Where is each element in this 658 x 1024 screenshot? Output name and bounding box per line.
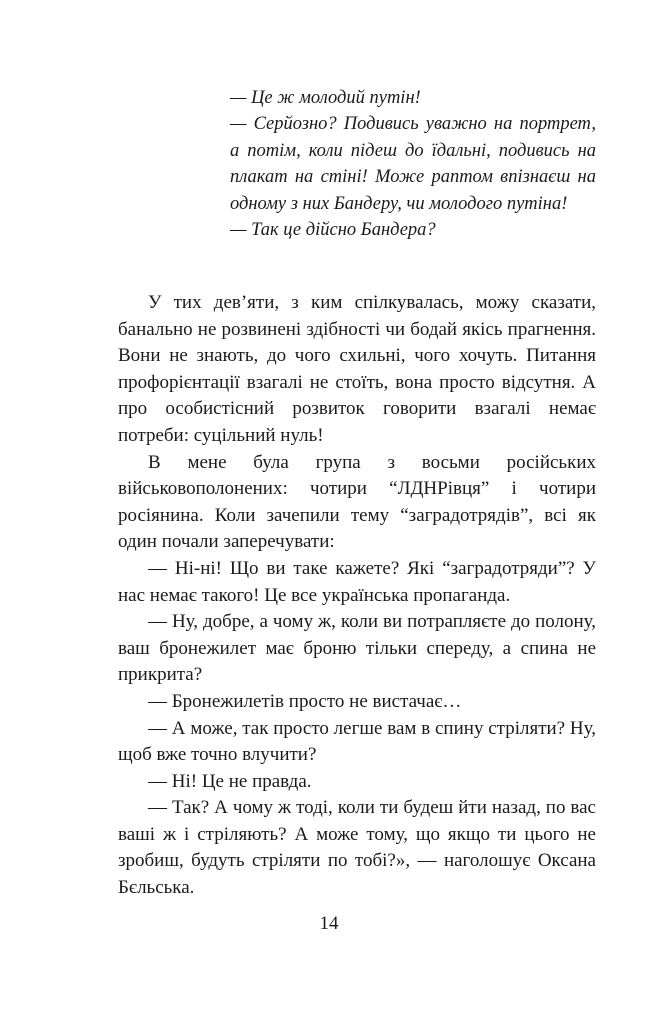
paragraph: — А може, так просто легше вам в спину стріляти? Ну, щоб вже точно влучити? xyxy=(118,717,596,766)
paragraph: В мене була група з восьми російських військовополонених: чотири “ЛДНРівця” і чотири росіянина. Коли зачепили тему “заградотрядів”, всі як один почали заперечувати: xyxy=(118,451,596,553)
quote-line: — Так це дійсно Бандера? xyxy=(230,220,436,241)
paragraph: — Бронежилетів просто не вистачає… xyxy=(148,690,462,712)
body-text xyxy=(118,290,596,902)
paragraph: — Ні-ні! Що ви таке кажете? Які “заградотряди”? У нас немає такого! Це все українська пропаганда. xyxy=(118,557,596,606)
page-number: 14 xyxy=(319,913,339,934)
paragraph: — Ні! Це не правда. xyxy=(148,770,312,792)
paragraph: У тих дев’яти, з ким спілкувалась, можу сказати, банально не розвинені здібності чи бодай якісь прагнення. Вони не знають, до чого схильні, чого хочуть. Питання профорієнтації взагалі не стоїть, вона просто відсутня. А про особистісний розвиток говорити взагалі немає потреби: суцільний нуль! xyxy=(118,292,596,446)
italic-dialogue-quote xyxy=(230,85,596,243)
quote-line: — Це ж молодий путін! xyxy=(230,88,421,108)
paragraph: — Так? А чому ж тоді, коли ти будеш йти назад, по вас ваші ж і стріляють? А може тому, що якщо ти цього не зробиш, будуть стріляти по тобі?», — наголошує Оксана Бєльська. xyxy=(118,797,596,899)
quote-line: — Серйозно? Подивись уважно на портрет, а потім, коли підеш до їдальні, подивись на плакат на стіні! Може раптом впізнаєш на одному з них Бандеру, чи молодого путіна! xyxy=(230,114,596,214)
paragraph: — Ну, добре, а чому ж, коли ви потрапляєте до полону, ваш бронежилет має броню тільки спереду, а спина не прикрита? xyxy=(118,611,596,686)
